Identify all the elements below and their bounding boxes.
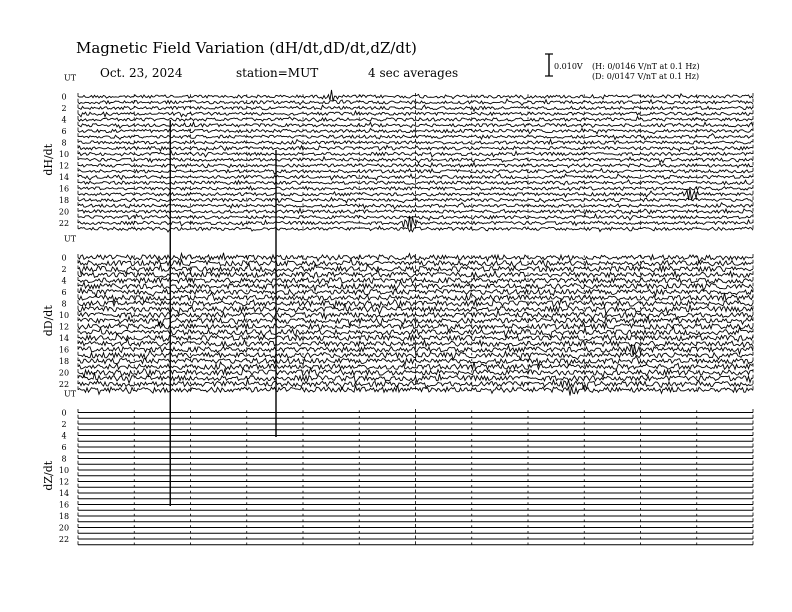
hour-label: 12: [58, 322, 70, 332]
hour-label: 6: [61, 127, 67, 136]
hour-label: 20: [58, 523, 70, 533]
ut-label: UT: [64, 389, 77, 399]
scale-d: (D: 0/0147 V/nT at 0.1 Hz): [592, 72, 700, 81]
hour-label: 16: [58, 500, 70, 510]
hour-label: 10: [58, 311, 70, 320]
panel-ylabel: dH/dt: [42, 143, 55, 176]
hour-label: 22: [58, 219, 70, 228]
scale-bar-icon: [545, 54, 553, 76]
ut-label: UT: [64, 234, 77, 244]
hour-label: 16: [58, 184, 70, 194]
hour-label: 18: [58, 357, 70, 366]
hour-label: 14: [58, 489, 70, 498]
hour-label: 20: [58, 368, 70, 378]
hour-label: 8: [61, 138, 67, 148]
scale-value: 0.010V: [554, 62, 583, 71]
panels-layer: [42, 74, 753, 545]
hour-label: 0: [61, 408, 67, 418]
hour-label: 2: [61, 420, 67, 429]
averaging-label: 4 sec averages: [368, 66, 459, 80]
hour-label: 4: [61, 431, 67, 441]
panel-ylabel: dZ/dt: [42, 460, 55, 491]
hour-label: 18: [58, 196, 70, 205]
hour-label: 6: [61, 288, 67, 297]
hour-label: 2: [61, 104, 67, 113]
hour-label: 2: [61, 265, 67, 274]
hour-label: 16: [58, 345, 70, 355]
hour-label: 22: [58, 380, 70, 389]
hour-label: 8: [61, 299, 67, 309]
panel-dD-dt: [42, 235, 753, 396]
hour-label: 0: [61, 92, 67, 102]
hour-label: 4: [61, 115, 67, 125]
hour-label: 6: [61, 443, 67, 452]
hour-label: 22: [58, 535, 70, 544]
station-label: station=MUT: [236, 66, 319, 80]
hour-label: 8: [61, 454, 67, 464]
hour-label: 14: [58, 173, 70, 182]
panel-dH-dt: [42, 74, 753, 232]
hour-label: 12: [58, 477, 70, 487]
panel-ylabel: dD/dt: [42, 305, 55, 337]
date-label: Oct. 23, 2024: [100, 66, 183, 80]
panel-dZ-dt: [42, 390, 753, 545]
hour-label: 14: [58, 334, 70, 343]
hour-label: 10: [58, 466, 70, 475]
scale-h: (H: 0/0146 V/nT at 0.1 Hz): [592, 62, 700, 71]
chart-title: Magnetic Field Variation (dH/dt,dD/dt,dZ/dt): [76, 39, 417, 57]
hour-label: 10: [58, 150, 70, 159]
hour-label: 18: [58, 512, 70, 521]
hour-label: 4: [61, 276, 67, 286]
ut-label: UT: [64, 73, 77, 83]
hour-label: 20: [58, 207, 70, 217]
hour-label: 0: [61, 253, 67, 263]
hour-label: 12: [58, 161, 70, 171]
